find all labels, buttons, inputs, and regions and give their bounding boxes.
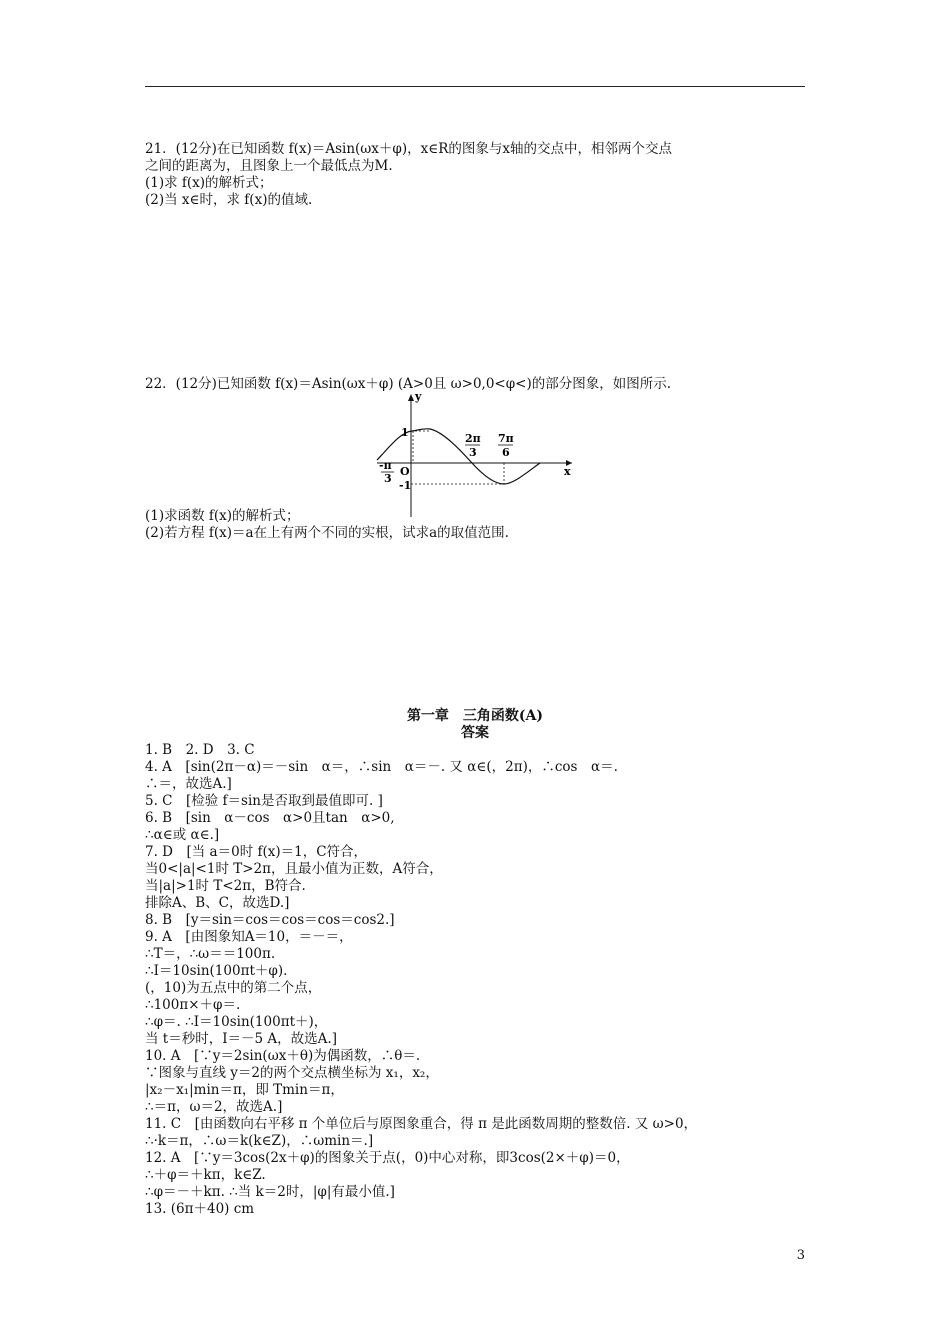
question-22-parts (145, 508, 810, 542)
answer-line: ∴φ＝－＋kπ. ∴当 k＝2时，|φ|有最小值.] (145, 1184, 395, 1200)
answer-line: ∴T＝，∴ω＝＝100π. (145, 946, 276, 962)
answer-line: ∴100π×＋φ＝. (145, 997, 241, 1013)
tick-label-neg-pi: -π (379, 459, 392, 472)
answer-line: 9. A [由图象知A＝10，＝－＝， (145, 929, 353, 945)
tick-label-three: 3 (384, 472, 392, 485)
text-line: (2)若方程 f(x)＝a在上有两个不同的实根，试求a的取值范围. (145, 525, 509, 541)
answer-line: ∴＝，故选A.] (145, 776, 232, 792)
x-axis-label: x (564, 465, 571, 478)
text-line: (2)当 x∈时，求 f(x)的值域. (145, 192, 313, 208)
answers-subtitle: 答案 (461, 725, 489, 741)
answer-line: ∴＋φ＝＋kπ，k∈Z. (145, 1167, 266, 1183)
answer-line: 当 t＝秒时，I＝－5 A，故选A.] (145, 1031, 337, 1047)
sine-graph-figure (372, 392, 582, 520)
answer-line: ∵图象与直线 y＝2的两个交点横坐标为 x₁，x₂， (145, 1065, 439, 1081)
answer-line: ∴＝π，ω＝2，故选A.] (145, 1099, 283, 1115)
tick-label-2pi: 2π (465, 432, 481, 445)
answer-line: ∴φ＝. ∴I＝10sin(100πt＋)， (145, 1014, 328, 1030)
answer-line: |x₂－x₁|min＝π，即 Tmin＝π， (145, 1082, 344, 1098)
answer-line: ∴I＝10sin(100πt＋φ). (145, 963, 288, 979)
answer-line: ∴·k＝π，∴ω＝k(k∈Z)，∴ωmin＝.] (145, 1133, 374, 1149)
answer-line: 10. A [∵y＝2sin(ωx＋θ)为偶函数，∴θ＝. (145, 1048, 421, 1064)
tick-label-one: 1 (401, 426, 409, 439)
origin-label: O (400, 465, 410, 478)
header-rule (145, 86, 805, 87)
question-21 (145, 141, 810, 209)
answer-line: 4. A [sin(2π－α)＝－sin α＝，∴sin α＝－. 又 α∈(，2π)，∴cos α＝. (145, 759, 618, 775)
answer-line: ∴α∈或 α∈.] (145, 827, 220, 843)
tick-label-neg-one: -1 (399, 479, 412, 492)
text-line: (1)求 f(x)的解析式； (145, 175, 273, 191)
y-axis-label: y (415, 392, 422, 403)
answer-line: (，10)为五点中的第二个点， (145, 980, 322, 996)
answer-line: 11. C [由函数向右平移 π 个单位后与原图象重合，得 π 是此函数周期的整数倍. 又 ω>0， (145, 1116, 698, 1132)
answer-line: 8. B [y＝sin＝cos＝cos＝cos＝cos2.] (145, 912, 395, 928)
answer-line: 6. B [sin α－cos α>0且tan α>0, (145, 810, 395, 826)
text-line: 之间的距离为，且图象上一个最低点为M. (145, 158, 393, 174)
answer-line: 1. B 2. D 3. C (145, 742, 255, 758)
page-number: 3 (796, 1248, 805, 1263)
answers-heading (0, 708, 950, 742)
text-line: (1)求函数 f(x)的解析式； (145, 508, 300, 524)
answer-line: 12. A [∵y＝3cos(2x＋φ)的图象关于点(，0)中心对称，即3cos(2×＋φ)＝0， (145, 1150, 630, 1166)
tick-label-7pi: 7π (498, 432, 514, 445)
question-22-stem: 22．(12分)已知函数 f(x)＝Asin(ωx＋φ) (A>0且 ω>0,0<φ<)的部分图象，如图所示. (145, 376, 672, 392)
answer-line: 5. C [检验 f＝sin是否取到最值即可. ] (145, 793, 383, 809)
answer-line: 当|a|>1时 T<2π，B符合. (145, 878, 306, 894)
chapter-title: 第一章 三角函数(A) (406, 708, 544, 724)
tick-label-three-b: 3 (469, 446, 477, 459)
text-line: 21．(12分)在已知函数 f(x)＝Asin(ωx＋φ)，x∈R的图象与x轴的交点中，相邻两个交点 (145, 141, 673, 157)
question-22 (145, 376, 810, 393)
y-axis-arrow (408, 394, 414, 401)
answer-line: 7. D [当 a＝0时 f(x)＝1，C符合， (145, 844, 368, 860)
answer-line: 排除A、B、C，故选D.] (145, 895, 290, 911)
answers-list (145, 742, 810, 1218)
answer-line: 13. (6π＋40) cm (145, 1201, 255, 1217)
tick-label-six: 6 (502, 446, 510, 459)
answer-line: 当0<|a|<1时 T>2π，且最小值为正数，A符合， (145, 861, 443, 877)
